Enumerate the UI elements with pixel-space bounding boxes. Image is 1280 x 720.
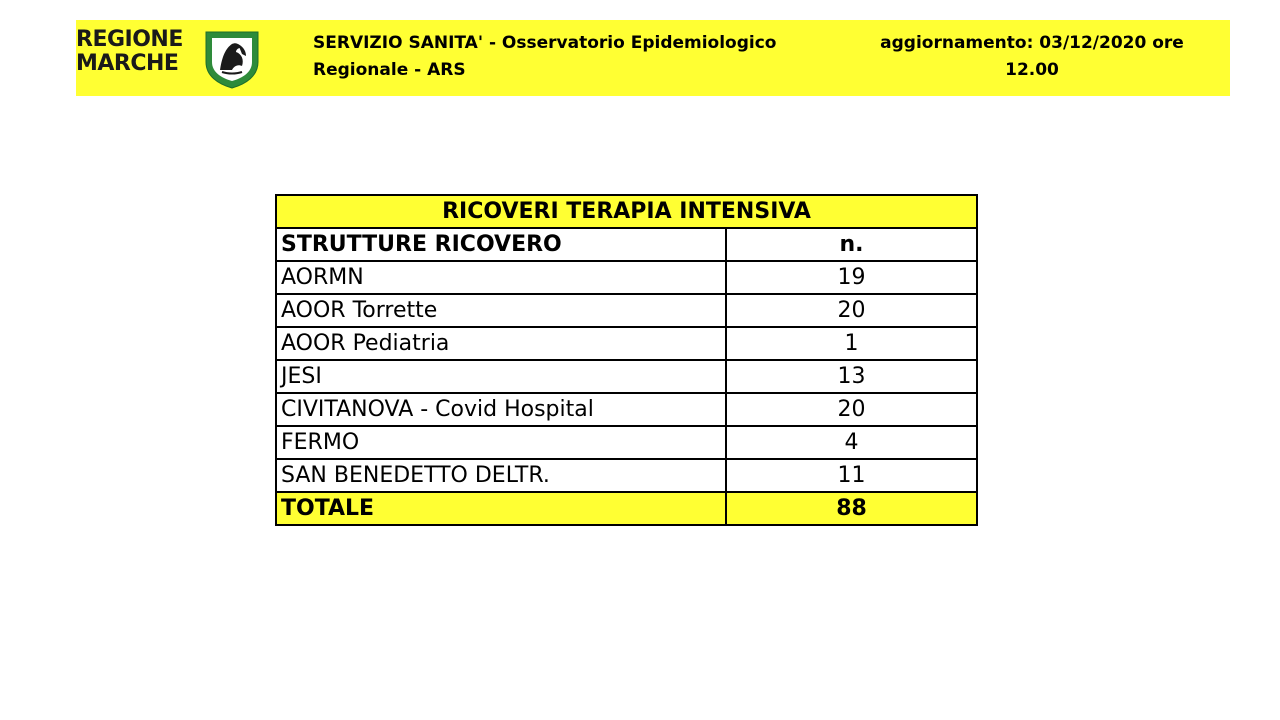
table-header-row [276, 228, 977, 261]
table-row [276, 393, 977, 426]
structure-count: 11 [726, 459, 977, 492]
table-row [276, 327, 977, 360]
structure-name: FERMO [276, 426, 726, 459]
table-title: RICOVERI TERAPIA INTENSIVA [276, 195, 977, 228]
icu-admissions-table-container [275, 194, 976, 526]
table-row [276, 360, 977, 393]
structure-count: 20 [726, 294, 977, 327]
table-row [276, 426, 977, 459]
column-header-number: n. [726, 228, 977, 261]
structure-count: 13 [726, 360, 977, 393]
header-banner [76, 20, 1230, 96]
service-title: SERVIZIO SANITA' - Osservatorio Epidemiologico Regionale - ARS [313, 33, 777, 80]
structure-name: SAN BENEDETTO DELTR. [276, 459, 726, 492]
structure-name: JESI [276, 360, 726, 393]
total-label: TOTALE [276, 492, 726, 525]
column-header-structure: STRUTTURE RICOVERO [276, 228, 726, 261]
structure-count: 20 [726, 393, 977, 426]
table-total-row [276, 492, 977, 525]
logo-text: REGIONE MARCHE [76, 27, 183, 76]
table-row [276, 261, 977, 294]
structure-count: 4 [726, 426, 977, 459]
update-info: aggiornamento: 03/12/2020 ore 12.00 [880, 33, 1184, 80]
structure-count: 1 [726, 327, 977, 360]
icu-admissions-table [275, 194, 978, 526]
table-title-row [276, 195, 977, 228]
structure-count: 19 [726, 261, 977, 294]
table-row [276, 294, 977, 327]
total-value: 88 [726, 492, 977, 525]
regione-marche-logo [76, 28, 266, 92]
regione-marche-emblem-icon [202, 26, 262, 90]
table-row [276, 459, 977, 492]
structure-name: AOOR Pediatria [276, 327, 726, 360]
structure-name: AORMN [276, 261, 726, 294]
structure-name: CIVITANOVA - Covid Hospital [276, 393, 726, 426]
structure-name: AOOR Torrette [276, 294, 726, 327]
